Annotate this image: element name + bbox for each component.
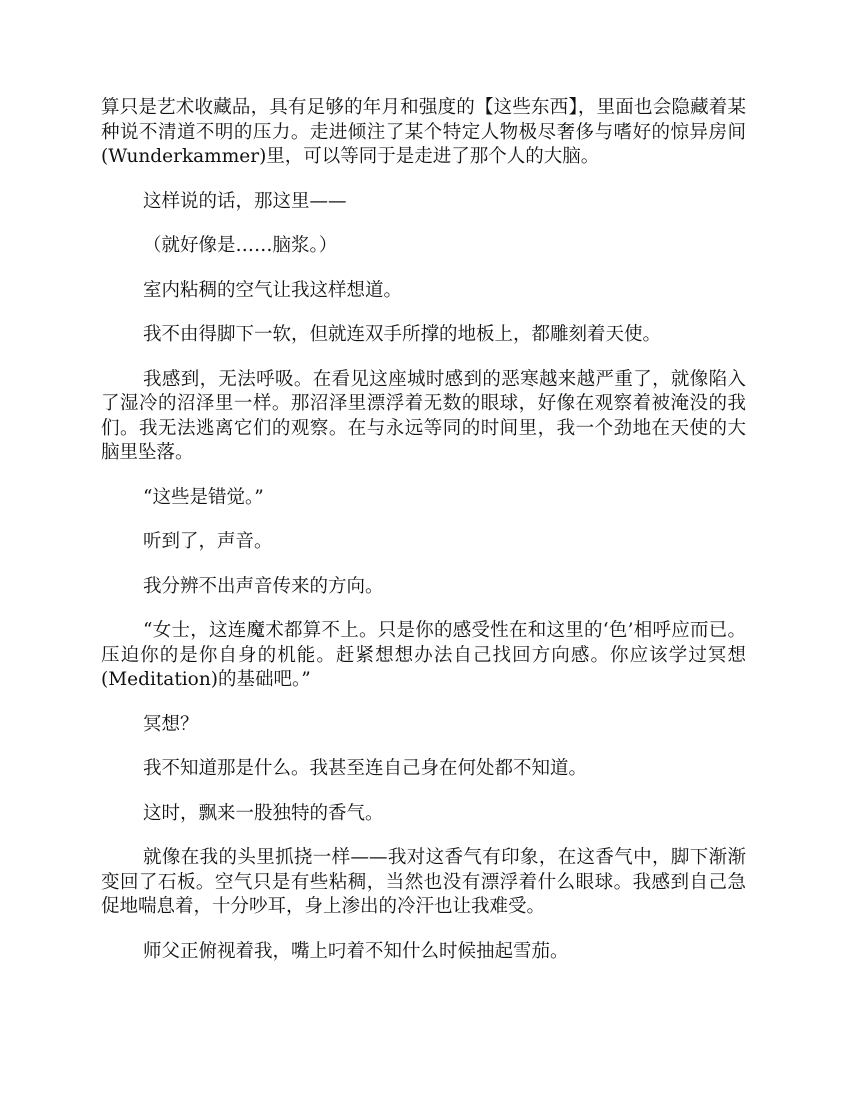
paragraph-9: 我分辨不出声音传来的方向。 [143, 575, 384, 597]
paragraph-6: 我感到，无法呼吸。在看见这座城时感到的恶寒越来越严重了，就像陷入了湿冷的沼泽里一样。那沼泽里漂浮着无数的眼球，好像在观察着被淹没的我们。我无法逃离它们的观察。在与永远等同的时间里，我一个劲地在天使的大脑里坠落。 [101, 368, 746, 463]
paragraph-5: 我不由得脚下一软，但就连双手所撑的地板上，都雕刻着天使。 [143, 324, 662, 345]
paragraph-4: 室内粘稠的空气让我这样想道。 [143, 279, 403, 301]
paragraph-3: （就好像是……脑浆。） [143, 235, 338, 256]
paragraph-10: “女士，这连魔术都算不上。只是你的感受性在和这里的‘色’相呼应而已。压迫你的是你自身的机能。赶紧想想办法自己找回方向感。你应该学过冥想(Meditation)的基础吧。” [101, 620, 746, 690]
paragraph-11: 冥想？ [143, 713, 199, 735]
paragraph-12: 我不知道那是什么。我甚至连自己身在何处都不知道。 [143, 758, 588, 779]
paragraph-14: 就像在我的头里抓挠一样——我对这香气有印象，在这香气中，脚下渐渐变回了石板。空气只是有些粘稠，当然也没有漂浮着什么眼球。我感到自己急促地喘息着，十分吵耳，身上渗出的冷汗也让我难受。 [101, 847, 746, 917]
paragraph-7: “这些是错觉。” [143, 486, 264, 508]
paragraph-13: 这时，飘来一股独特的香气。 [143, 802, 384, 824]
paragraph-8: 听到了，声音。 [143, 531, 273, 552]
paragraph-1: 算只是艺术收藏品，具有足够的年月和强度的【这些东西】，里面也会隐藏着某种说不清道不明的压力。走进倾注了某个特定人物极尽奢侈与嗜好的惊异房间(Wunderkammer)里，可以等同于是走进了那个人的大脑。 [101, 97, 746, 167]
paragraph-15: 师父正俯视着我，嘴上叼着不知什么时候抽起雪茄。 [143, 940, 569, 962]
document-page [101, 96, 746, 984]
paragraph-2: 这样说的话，那这里—— [143, 190, 347, 212]
